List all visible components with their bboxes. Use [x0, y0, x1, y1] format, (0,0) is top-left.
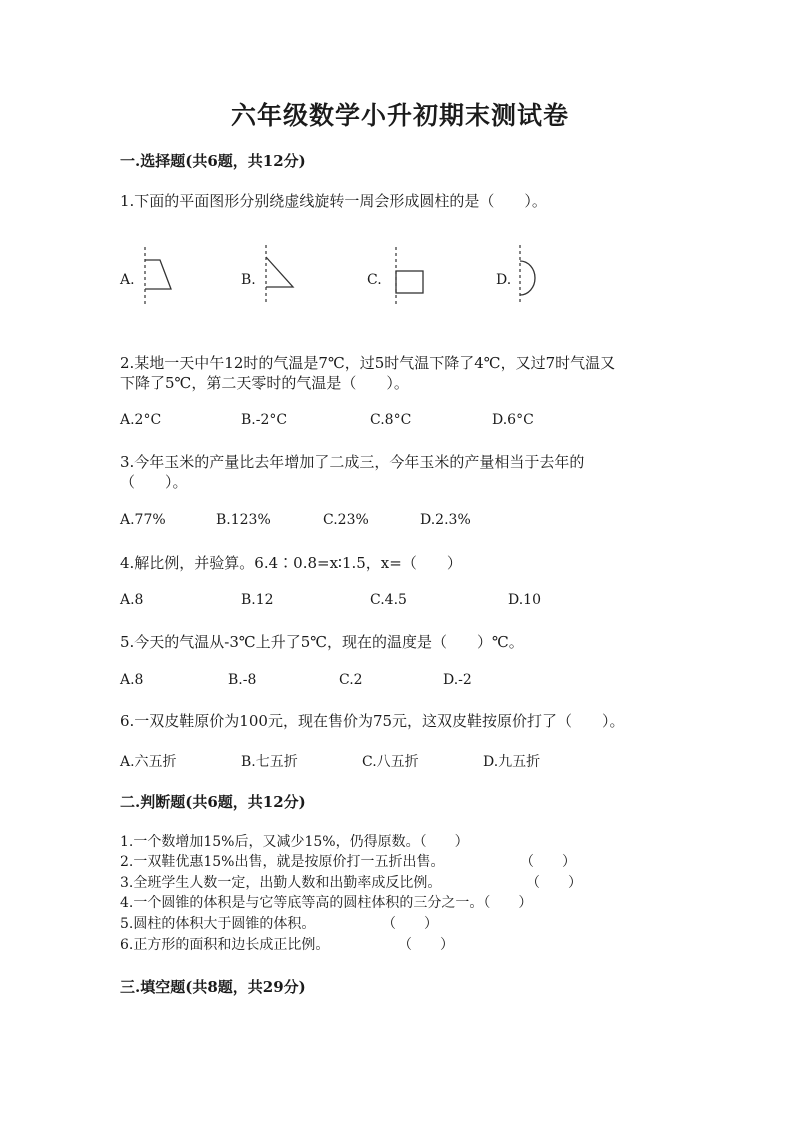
q6-option-b: B.七五折	[241, 754, 298, 770]
q6-option-c: C.八五折	[362, 754, 419, 770]
q2-option-a: A.2°C	[120, 412, 162, 428]
judgment-item-5: 5.圆柱的体积大于圆锥的体积。	[120, 916, 316, 932]
judgment-item-5-paren: （ ）	[382, 916, 438, 932]
section-heading-choice: 一.选择题(共6题，共12分)	[120, 152, 306, 170]
q1-figure-a-trapezoid	[136, 245, 176, 307]
q1-figure-d-semicircle	[514, 243, 544, 307]
judgment-item-3: 3.全班学生人数一定，出勤人数和出勤率成反比例。	[120, 875, 442, 891]
judgment-item-2-paren: （ ）	[520, 854, 576, 870]
q1-option-d-label: D.	[496, 272, 512, 288]
judgment-item-4: 4.一个圆锥的体积是与它等底等高的圆柱体积的三分之一。（ ）	[120, 895, 533, 911]
q6-option-d: D.九五折	[483, 754, 541, 770]
q3-option-c: C.23%	[323, 512, 369, 528]
q5-option-a: A.8	[120, 672, 144, 688]
q1-option-c-label: C.	[367, 272, 382, 288]
q3-option-b: B.123%	[216, 512, 271, 528]
q1-figure-b-triangle	[257, 243, 299, 307]
q4-option-a: A.8	[120, 592, 144, 608]
question-3-line1: 3.今年玉米的产量比去年增加了二成三，今年玉米的产量相当于去年的	[120, 453, 585, 471]
section-heading-judgment: 二.判断题(共6题，共12分)	[120, 793, 306, 811]
q5-option-b: B.-8	[228, 672, 257, 688]
judgment-item-3-paren: （ ）	[526, 875, 582, 891]
q2-option-b: B.-2°C	[241, 412, 288, 428]
q1-option-b-label: B.	[241, 272, 256, 288]
question-4-text: 4.解比例，并验算。6.4∶0.8=x∶1.5，x=（ ）	[120, 554, 462, 572]
question-6-text: 6.一双皮鞋原价为100元，现在售价为75元，这双皮鞋按原价打了（ ）。	[120, 712, 625, 730]
question-5-text: 5.今天的气温从-3℃上升了5℃，现在的温度是（ ）℃。	[120, 633, 524, 651]
q3-option-a: A.77%	[120, 512, 166, 528]
q4-option-d: D.10	[508, 592, 541, 608]
q6-option-a: A.六五折	[120, 754, 177, 770]
q1-option-a-label: A.	[120, 272, 135, 288]
judgment-item-1: 1.一个数增加15%后，又减少15%，仍得原数。（ ）	[120, 834, 469, 850]
q4-option-c: C.4.5	[370, 592, 407, 608]
q5-option-c: C.2	[339, 672, 363, 688]
q1-figure-c-rectangle	[389, 245, 429, 307]
question-2-line1: 2.某地一天中午12时的气温是7℃，过5时气温下降了4℃，又过7时气温又	[120, 354, 616, 372]
q5-option-d: D.-2	[443, 672, 472, 688]
judgment-item-6: 6.正方形的面积和边长成正比例。	[120, 937, 330, 953]
page-title: 六年级数学小升初期末测试卷	[230, 101, 569, 130]
section-heading-fill-blank: 三.填空题(共8题，共29分)	[120, 978, 306, 996]
question-1-text: 1.下面的平面图形分别绕虚线旋转一周会形成圆柱的是（ ）。	[120, 192, 547, 210]
q2-option-c: C.8°C	[370, 412, 412, 428]
question-2-line2: 下降了5℃，第二天零时的气温是（ ）。	[120, 374, 409, 392]
q2-option-d: D.6°C	[492, 412, 534, 428]
judgment-item-2: 2.一双鞋优惠15%出售，就是按原价打一五折出售。	[120, 854, 445, 870]
judgment-item-6-paren: （ ）	[398, 937, 454, 953]
q3-option-d: D.2.3%	[420, 512, 471, 528]
q4-option-b: B.12	[241, 592, 274, 608]
question-3-line2: （ ）。	[120, 473, 188, 491]
